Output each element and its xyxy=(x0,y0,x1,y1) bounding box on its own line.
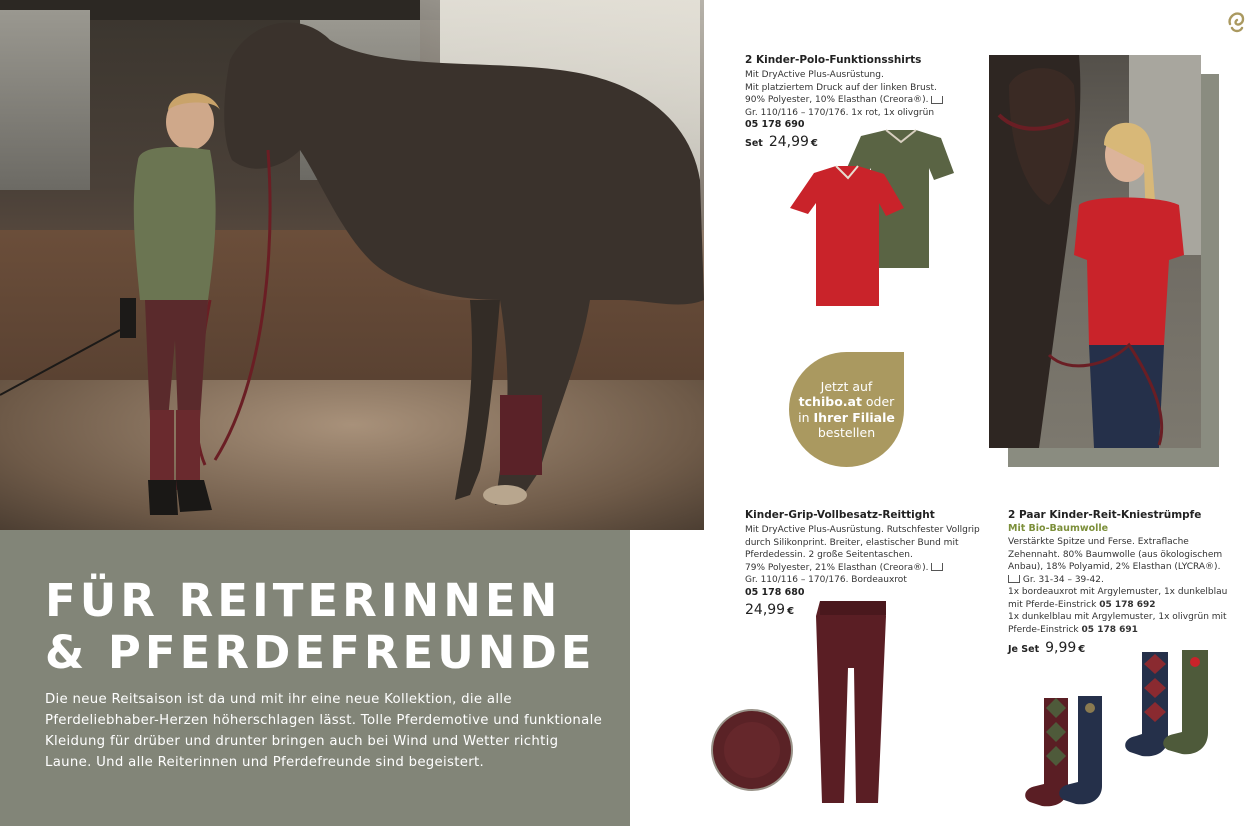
intro-text: Die neue Reitsaison ist da und mit ihr eine neue Kollektion, die alle Pferdeliebhaber-Herzen höherschlagen lässt. Tolle Pferdemotive und funktionale Kleidung für drüber und drunter bringen auch bei Wind und Wetter richtig Laune. Und alle Reiterinnen und Pferdefreunde sind begeistert. xyxy=(45,692,603,770)
headline-line-2: & PFERDEFREUNDE xyxy=(45,626,596,679)
girl-with-horse-illustration xyxy=(989,55,1201,448)
badge-line-1: Jetzt auf xyxy=(820,378,873,394)
socks-product-info xyxy=(1008,509,1238,656)
polo-price-value: 24,99 xyxy=(768,134,809,150)
tights-sku: 05 178 680 xyxy=(745,586,805,598)
polo-shirts-image xyxy=(786,128,956,313)
headline-line-1: FÜR REITERINNEN xyxy=(45,574,562,627)
tights-price-value: 24,99 xyxy=(745,601,786,618)
tights-desc-2: 79% Polyester, 21% Elasthan (Creora®). xyxy=(745,562,985,575)
polo-price-prefix: Set xyxy=(745,138,763,149)
polo-sku: 05 178 690 xyxy=(745,119,805,130)
polo-desc-4: Gr. 110/116 – 170/176. 1x rot, 1x olivgrün xyxy=(745,107,935,118)
socks-title: 2 Paar Kinder-Reit-Kniestrümpfe xyxy=(1008,509,1202,521)
knee-socks-image xyxy=(1022,648,1212,810)
tights-currency: € xyxy=(787,605,795,617)
girl-with-horse-photo xyxy=(989,55,1201,448)
socks-currency: € xyxy=(1078,644,1086,655)
socks-desc-1: Verstärkte Spitze und Ferse. Extraflache Zehennaht. 80% Baumwolle (aus ökologischem Anbau), 18% Polyamid, 2% Elasthan (LYCRA®). xyxy=(1008,537,1223,572)
care-label-icon xyxy=(931,96,943,104)
polo-desc-2: Mit platziertem Druck auf der linken Brust. xyxy=(745,82,937,93)
badge-line-2: tchibo.at oder xyxy=(798,394,895,409)
tights-title: Kinder-Grip-Vollbesatz-Reittight xyxy=(745,509,935,521)
socks-sku-1: 05 178 692 xyxy=(1099,599,1156,610)
hero-photo xyxy=(0,0,704,530)
tights-desc-3: Gr. 110/116 – 170/176. Bordeauxrot xyxy=(745,575,907,585)
badge-line-4: bestellen xyxy=(817,425,876,440)
socks-variant-1: 1x bordeauxrot mit Argylemuster, 1x dunkelblau mit Pferde-Einstrick 05 178 692 xyxy=(1008,587,1228,610)
socks-desc-2: Gr. 31-34 – 39-42. xyxy=(1008,574,1238,587)
rider-and-horse-illustration xyxy=(0,0,704,530)
socks-sku-2: 05 178 691 xyxy=(1081,624,1138,635)
polo-title: 2 Kinder-Polo-Funktionsshirts xyxy=(745,54,922,66)
tights-desc-1: Mit DryActive Plus-Ausrüstung. Rutschfester Vollgrip durch Silikonprint. Breiter, elastischer Bund mit Pferdedessin. 2 große Seitentaschen. xyxy=(745,525,980,560)
socks-price-prefix: Je Set xyxy=(1008,644,1040,655)
riding-tights-image xyxy=(708,598,898,808)
order-online-badge[interactable] xyxy=(789,352,904,467)
polo-currency: € xyxy=(810,138,818,149)
care-label-icon xyxy=(931,563,943,571)
headline xyxy=(45,575,615,679)
care-label-icon xyxy=(1008,575,1020,583)
socks-price-value: 9,99 xyxy=(1045,640,1077,656)
tchibo-logo-icon xyxy=(1226,10,1246,34)
polo-desc-1: Mit DryActive Plus-Ausrüstung. xyxy=(745,70,884,80)
socks-variant-2: 1x dunkelblau mit Argylemuster, 1x olivgrün mit Pferde-Einstrick 05 178 691 xyxy=(1008,612,1227,635)
badge-line-3: in Ihrer Filiale xyxy=(798,409,895,425)
polo-desc-3: 90% Polyester, 10% Elasthan (Creora®). xyxy=(745,94,985,107)
socks-subtitle: Mit Bio-Baumwolle xyxy=(1008,523,1109,534)
